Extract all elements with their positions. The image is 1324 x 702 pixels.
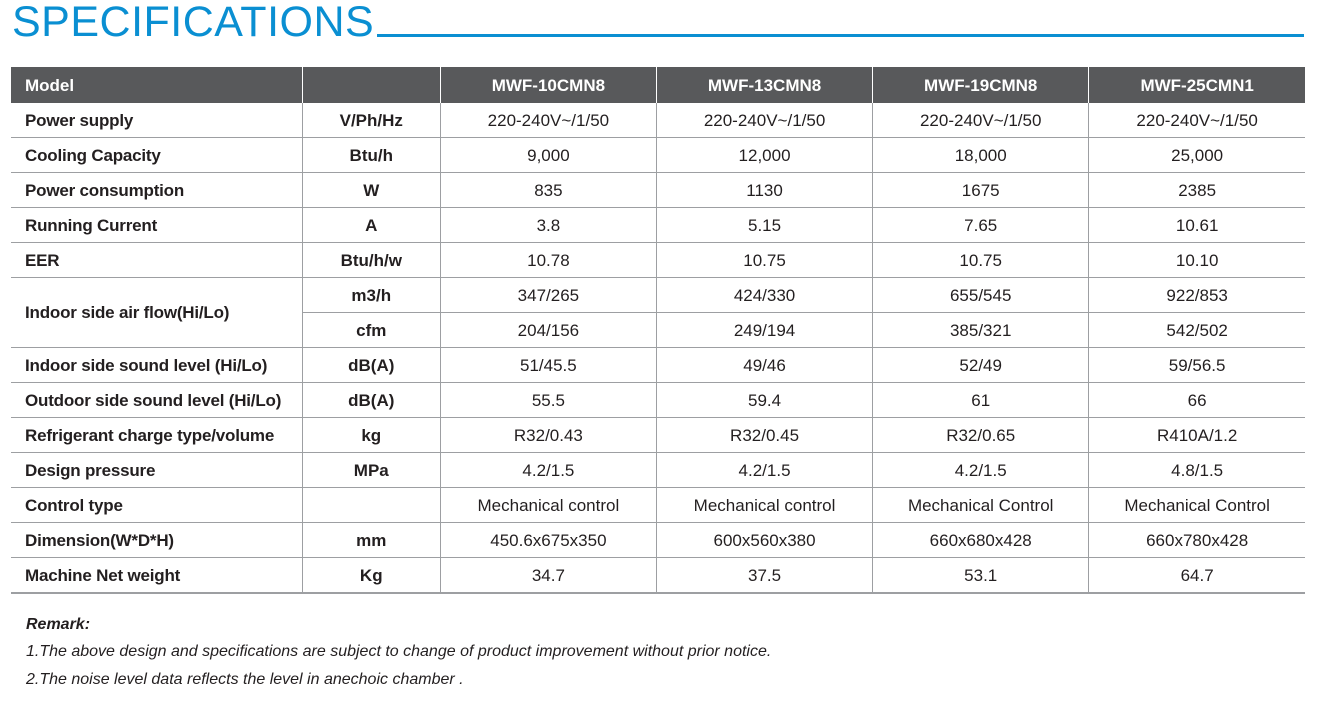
remark-line: 1.The above design and specifications are subject to change of product improvement without prior notice. [26,643,772,660]
header-unit-cell [302,67,440,103]
cell-value: Mechanical Control [1089,488,1305,523]
row-unit: A [302,208,440,243]
row-unit: dB(A) [302,348,440,383]
row-unit: Btu/h/w [302,243,440,278]
cell-value: R32/0.65 [873,418,1089,453]
cell-value: 37.5 [656,558,872,594]
cell-value: 1130 [656,173,872,208]
cell-value: 660x780x428 [1089,523,1305,558]
header-model-2: MWF-13CMN8 [656,67,872,103]
table-row [11,103,1305,138]
cell-value: R410A/1.2 [1089,418,1305,453]
row-unit: dB(A) [302,383,440,418]
cell-value: 25,000 [1089,138,1305,173]
cell-value: 922/853 [1089,278,1305,313]
cell-value: 220-240V~/1/50 [656,103,872,138]
cell-value: R32/0.45 [656,418,872,453]
header-model-3: MWF-19CMN8 [873,67,1089,103]
cell-value: 220-240V~/1/50 [440,103,656,138]
cell-value: 3.8 [440,208,656,243]
row-label: Machine Net weight [11,558,302,594]
row-unit: mm [302,523,440,558]
row-label: Running Current [11,208,302,243]
table-row [11,243,1305,278]
row-label: Dimension(W*D*H) [11,523,302,558]
row-unit: V/Ph/Hz [302,103,440,138]
cell-value: 347/265 [440,278,656,313]
cell-value: 450.6x675x350 [440,523,656,558]
table-row [11,348,1305,383]
cell-value: 64.7 [1089,558,1305,594]
row-unit: kg [302,418,440,453]
cell-value: 49/46 [656,348,872,383]
table-row [11,558,1305,594]
row-label: Design pressure [11,453,302,488]
header-model-1: MWF-10CMN8 [440,67,656,103]
cell-value: 542/502 [1089,313,1305,348]
cell-value: 10.78 [440,243,656,278]
cell-value: 4.2/1.5 [873,453,1089,488]
cell-value: 59/56.5 [1089,348,1305,383]
row-unit: Btu/h [302,138,440,173]
cell-value: 52/49 [873,348,1089,383]
cell-value: 655/545 [873,278,1089,313]
cell-value: 835 [440,173,656,208]
row-label: Indoor side sound level (Hi/Lo) [11,348,302,383]
header-model-4: MWF-25CMN1 [1089,67,1305,103]
cell-value: 10.75 [873,243,1089,278]
page-title: SPECIFICATIONS [12,0,375,46]
cell-value: 34.7 [440,558,656,594]
title-underline [377,34,1304,37]
remark-section [26,612,1226,694]
table-row [11,208,1305,243]
table-header-row [11,67,1305,103]
row-label: Cooling Capacity [11,138,302,173]
row-unit: cfm [302,313,440,348]
specifications-table [11,67,1305,594]
cell-value: 4.2/1.5 [656,453,872,488]
table-row [11,523,1305,558]
cell-value: R32/0.43 [440,418,656,453]
row-label: Power supply [11,103,302,138]
cell-value: 10.61 [1089,208,1305,243]
header-model-label: Model [11,67,302,103]
table-row [11,173,1305,208]
cell-value: 53.1 [873,558,1089,594]
row-unit: m3/h [302,278,440,313]
cell-value: 12,000 [656,138,872,173]
row-label: Control type [11,488,302,523]
row-label: Power consumption [11,173,302,208]
cell-value: 220-240V~/1/50 [1089,103,1305,138]
table-row [11,488,1305,523]
row-label: EER [11,243,302,278]
page-header [12,0,1304,44]
table-row [11,278,1305,313]
table-row [11,418,1305,453]
cell-value: Mechanical Control [873,488,1089,523]
cell-value: 51/45.5 [440,348,656,383]
cell-value: 66 [1089,383,1305,418]
row-unit: MPa [302,453,440,488]
remark-title: Remark: [26,616,91,633]
remark-line: 2.The noise level data reflects the level in anechoic chamber . [26,671,464,688]
cell-value: 59.4 [656,383,872,418]
cell-value: 385/321 [873,313,1089,348]
cell-value: 9,000 [440,138,656,173]
table-row [11,138,1305,173]
cell-value: 61 [873,383,1089,418]
cell-value: 4.8/1.5 [1089,453,1305,488]
cell-value: 7.65 [873,208,1089,243]
cell-value: 10.10 [1089,243,1305,278]
row-label: Indoor side air flow(Hi/Lo) [11,278,302,348]
cell-value: 5.15 [656,208,872,243]
row-label: Outdoor side sound level (Hi/Lo) [11,383,302,418]
cell-value: 4.2/1.5 [440,453,656,488]
cell-value: 600x560x380 [656,523,872,558]
cell-value: 660x680x428 [873,523,1089,558]
row-unit [302,488,440,523]
row-unit: Kg [302,558,440,594]
row-unit: W [302,173,440,208]
cell-value: 55.5 [440,383,656,418]
row-label: Refrigerant charge type/volume [11,418,302,453]
table-row [11,383,1305,418]
cell-value: 2385 [1089,173,1305,208]
table-row [11,453,1305,488]
cell-value: Mechanical control [440,488,656,523]
cell-value: 204/156 [440,313,656,348]
cell-value: 1675 [873,173,1089,208]
cell-value: 220-240V~/1/50 [873,103,1089,138]
cell-value: 249/194 [656,313,872,348]
cell-value: 10.75 [656,243,872,278]
cell-value: 424/330 [656,278,872,313]
cell-value: Mechanical control [656,488,872,523]
cell-value: 18,000 [873,138,1089,173]
